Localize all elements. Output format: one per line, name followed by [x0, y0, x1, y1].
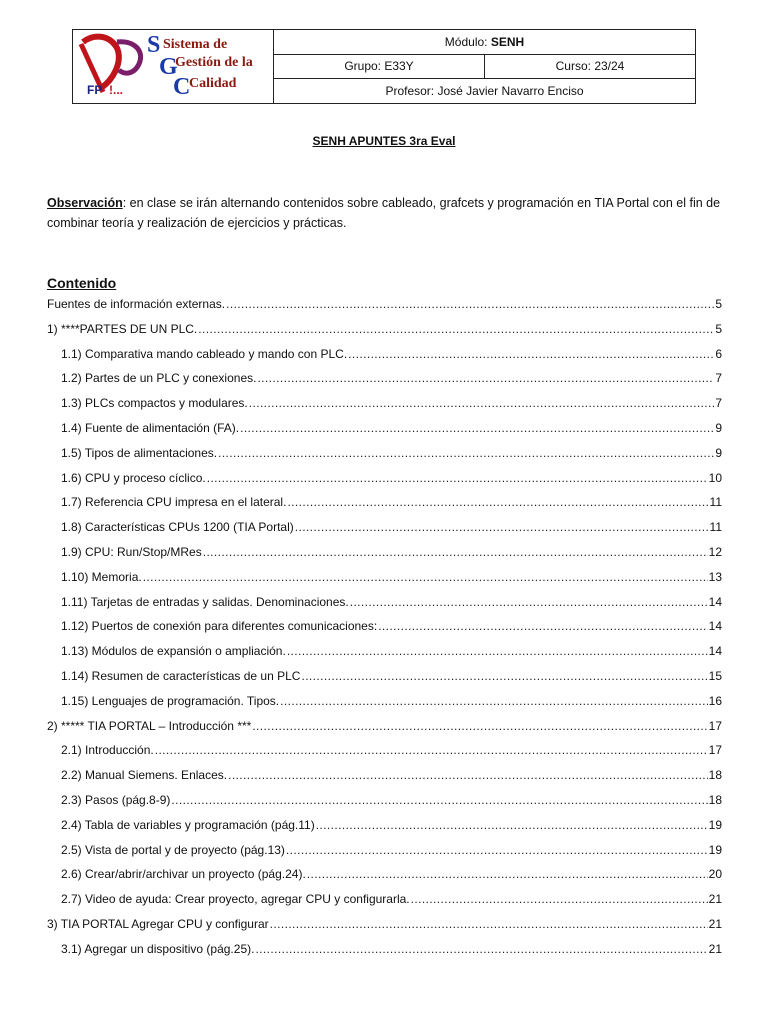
toc-page-number: 15 [708, 668, 722, 683]
toc-page-number: 11 [709, 495, 722, 510]
toc-entry-title: 1.9) CPU: Run/Stop/MRes [61, 544, 202, 559]
toc-page-number: 7 [715, 396, 722, 411]
toc-page-number: 18 [708, 768, 722, 783]
sgc-logo [73, 30, 273, 100]
svg-text:FP: FP [87, 83, 103, 97]
svg-text:Calidad: Calidad [189, 76, 237, 91]
toc-leader-dots [203, 545, 708, 559]
toc-leader-dots [287, 644, 708, 658]
toc-entry-link[interactable] [47, 793, 722, 818]
toc-leader-dots [198, 322, 714, 336]
toc-page-number: 5 [715, 297, 722, 311]
toc-page-number: 9 [715, 445, 722, 460]
svg-text:Gestión de la: Gestión de la [175, 55, 253, 70]
toc-leader-dots [207, 471, 708, 485]
toc-entry-link[interactable] [47, 446, 722, 471]
toc-page-number: 10 [708, 470, 722, 485]
toc-page-number: 21 [708, 892, 722, 907]
logo-cell [73, 30, 274, 104]
toc-page-number: 18 [708, 792, 722, 807]
toc-entry-link[interactable] [47, 694, 722, 719]
toc-entry-title: 1.15) Lenguajes de programación. Tipos. [61, 693, 280, 708]
toc-entry-title: 1.3) PLCs compactos y modulares. [61, 396, 248, 411]
toc-entry-link[interactable] [47, 743, 722, 768]
toc-entry-link[interactable] [47, 495, 722, 520]
toc-page-number: 17 [708, 718, 722, 733]
toc-entry-link[interactable] [47, 297, 722, 322]
modulo-value: SENH [490, 34, 525, 49]
toc-entry-title: 1.1) Comparativa mando cableado y mando con PLC. [61, 346, 348, 361]
toc-entry-link[interactable] [47, 396, 722, 421]
toc-leader-dots [171, 793, 707, 807]
toc-entry-link[interactable] [47, 867, 722, 892]
toc-page-number: 17 [708, 743, 722, 758]
toc-page-number: 14 [708, 594, 722, 609]
toc-leader-dots [348, 347, 714, 361]
toc-entry-title: 2.2) Manual Siemens. Enlaces. [61, 768, 228, 783]
document-title: SENH APUNTES 3ra Eval [312, 134, 456, 148]
toc-leader-dots [378, 619, 707, 633]
toc-leader-dots [307, 867, 708, 881]
toc-leader-dots [252, 719, 707, 733]
toc-page-number: 12 [708, 544, 722, 559]
toc-leader-dots [249, 396, 715, 410]
toc-entry-link[interactable] [47, 644, 722, 669]
toc-entry-title: 1.12) Puertos de conexión para diferentes comunicaciones: [61, 619, 378, 634]
toc-entry-title: 1.2) Partes de un PLC y conexiones. [61, 371, 257, 386]
toc-leader-dots [257, 371, 714, 385]
toc-page-number: 14 [708, 619, 722, 634]
curso-cell: Curso: 23/24 [485, 54, 696, 79]
toc-entry-title: 1.4) Fuente de alimentación (FA). [61, 420, 240, 435]
toc-entry-link[interactable] [47, 347, 722, 372]
toc-leader-dots [240, 421, 714, 435]
toc-entry-link[interactable] [47, 843, 722, 868]
toc-leader-dots [316, 818, 708, 832]
toc-entry-link[interactable] [47, 520, 722, 545]
toc-entry-title: 2.1) Introducción. [61, 743, 154, 758]
svg-text:!...: !... [109, 83, 123, 97]
observation-label: Observación [47, 196, 123, 210]
toc-entry-link[interactable] [47, 892, 722, 917]
toc-page-number: 9 [715, 420, 722, 435]
svg-text:Sistema de: Sistema de [163, 37, 228, 52]
toc-entry-link[interactable] [47, 669, 722, 694]
modulo-cell [274, 30, 696, 55]
toc-page-number: 20 [708, 867, 722, 882]
toc-entry-title: 3) TIA PORTAL Agregar CPU y configurar [47, 916, 269, 931]
toc-leader-dots [270, 917, 708, 931]
toc-entry-link[interactable] [47, 768, 722, 793]
toc-entry-title: 1) ****PARTES DE UN PLC. [47, 321, 198, 336]
toc-entry-title: 1.5) Tipos de alimentaciones. [61, 445, 218, 460]
toc-page-number: 13 [708, 569, 722, 584]
profesor-cell: Profesor: José Javier Navarro Enciso [274, 79, 696, 104]
toc-entry-title: 2.4) Tabla de variables y programación (pág.11) [61, 817, 315, 832]
toc-entry-link[interactable] [47, 471, 722, 496]
toc-page-number: 5 [715, 321, 722, 336]
toc-leader-dots [226, 297, 714, 311]
toc-page-number: 16 [708, 693, 722, 708]
toc-entry-title: 1.6) CPU y proceso cíclico. [61, 470, 206, 485]
toc-entry-title: 1.11) Tarjetas de entradas y salidas. Denominaciones. [61, 594, 349, 609]
toc-leader-dots [255, 942, 707, 956]
toc-leader-dots [218, 446, 714, 460]
observation-text: : en clase se irán alternando contenidos sobre cableado, grafcets y programación en TIA Portal con el fin de combinar teoría y realización de ejercicios y prácticas. [47, 196, 721, 230]
header-table [72, 29, 696, 104]
toc-leader-dots [411, 892, 708, 906]
svg-text:C: C [173, 74, 191, 100]
toc-entry-link[interactable] [47, 545, 722, 570]
toc-entry-link[interactable] [47, 818, 722, 843]
toc-page-number: 19 [708, 817, 722, 832]
grupo-cell: Grupo: E33Y [274, 54, 485, 79]
toc-entry-title: 1.7) Referencia CPU impresa en el lateral. [61, 495, 287, 510]
toc-leader-dots [350, 595, 708, 609]
toc-leader-dots [155, 743, 708, 757]
toc-entry-link[interactable] [47, 719, 722, 744]
svg-text:G: G [159, 54, 178, 80]
toc-heading: Contenido [47, 275, 117, 291]
toc-leader-dots [280, 694, 708, 708]
toc-entry-title: 1.8) Características CPUs 1200 (TIA Portal) [61, 520, 294, 535]
toc-entry-link[interactable] [47, 371, 722, 396]
observation-paragraph [47, 193, 722, 233]
toc-entry-title: 1.14) Resumen de características de un PLC [61, 668, 301, 683]
toc-page-number: 7 [715, 371, 722, 386]
svg-text:S: S [147, 32, 161, 58]
toc-entry-link[interactable] [47, 595, 722, 620]
toc-leader-dots [286, 843, 708, 857]
toc-entry-title: 2) ***** TIA PORTAL – Introducción *** [47, 718, 252, 733]
toc-leader-dots [287, 495, 708, 509]
toc-entry-title: 1.10) Memoria. [61, 569, 142, 584]
toc-entry-title: Fuentes de información externas. [47, 297, 226, 311]
toc-entry-link[interactable] [47, 917, 722, 942]
toc-entry-link[interactable] [47, 570, 722, 595]
toc-entry-link[interactable] [47, 942, 722, 967]
toc-entry-link[interactable] [47, 322, 722, 347]
toc-page-number: 6 [715, 346, 722, 361]
toc-entry-title: 2.6) Crear/abrir/archivar un proyecto (pág.24). [61, 867, 306, 882]
toc-page-number: 21 [708, 941, 722, 956]
toc-leader-dots [143, 570, 708, 584]
toc-entry-title: 1.13) Módulos de expansión o ampliación. [61, 644, 286, 659]
toc-page-number: 19 [708, 842, 722, 857]
toc-entry-title: 2.7) Video de ayuda: Crear proyecto, agregar CPU y configurarla. [61, 892, 410, 907]
toc-leader-dots [228, 768, 708, 782]
toc-entry-link[interactable] [47, 619, 722, 644]
toc-page-number: 14 [708, 644, 722, 659]
toc-entry-link[interactable] [47, 421, 722, 446]
modulo-label: Módulo: [444, 34, 488, 49]
toc-leader-dots [295, 520, 709, 534]
toc-leader-dots [301, 669, 707, 683]
toc-page-number: 11 [709, 520, 722, 535]
toc-entry-title: 2.5) Vista de portal y de proyecto (pág.13) [61, 842, 285, 857]
table-of-contents [47, 297, 722, 967]
toc-entry-title: 3.1) Agregar un dispositivo (pág.25). [61, 941, 255, 956]
toc-page-number: 21 [708, 916, 722, 931]
toc-entry-title: 2.3) Pasos (pág.8-9) [61, 792, 171, 807]
